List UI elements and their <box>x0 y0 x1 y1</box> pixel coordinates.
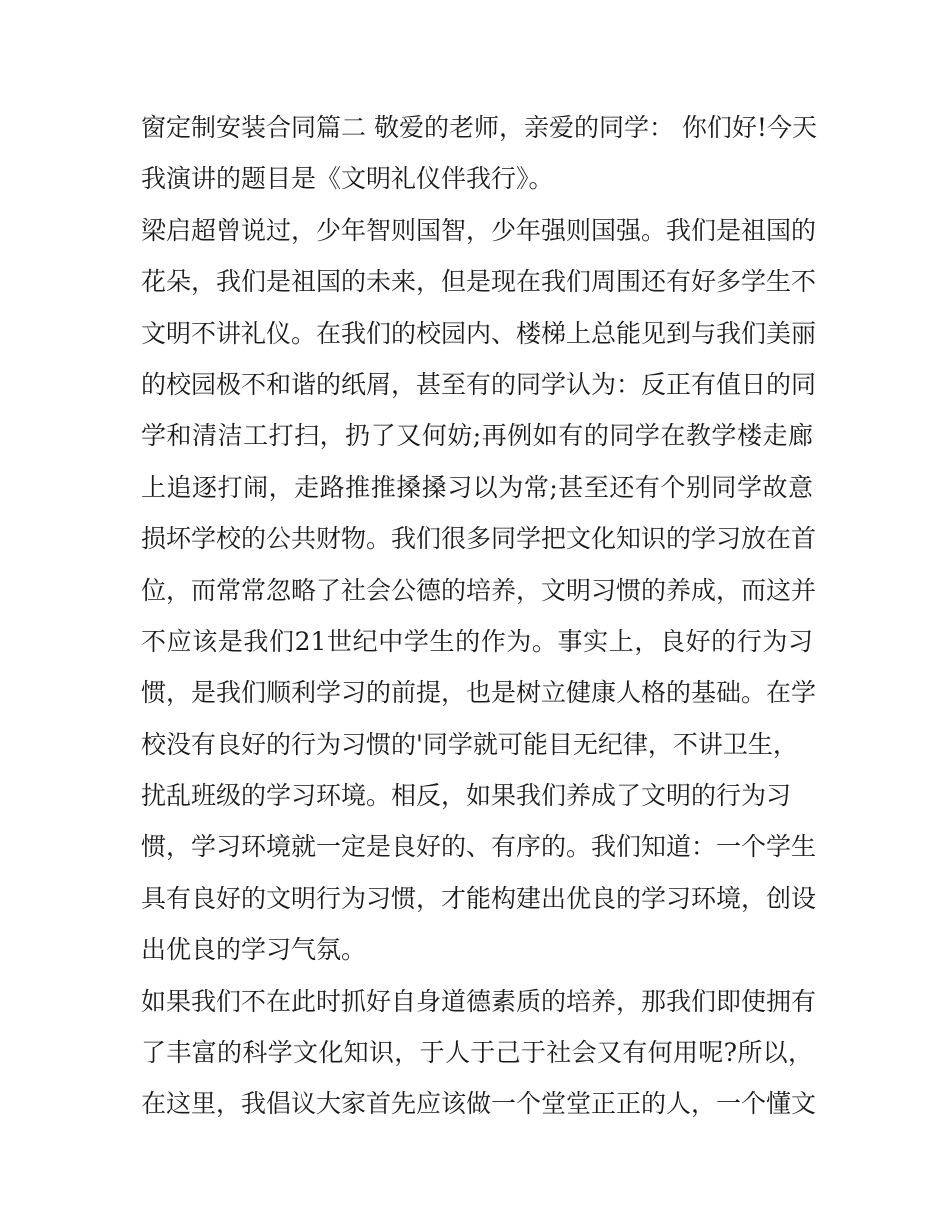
text-line: 惯，学习环境就一定是良好的、有序的。我们知道：一个学生 <box>141 832 817 862</box>
text-line: 学和清洁工打扫，扔了又何妨;再例如有的同学在教学楼走廊 <box>141 421 813 451</box>
text-line: 惯，是我们顺利学习的前提，也是树立健康人格的基础。在学 <box>141 678 817 708</box>
document-body <box>141 102 817 1130</box>
text-line: 具有良好的文明行为习惯，才能构建出优良的学习环境，创设 <box>141 883 817 913</box>
text-line: 梁启超曾说过，少年智则国智，少年强则国强。我们是祖国的 <box>141 215 817 245</box>
text-line: 了丰富的科学文化知识，于人于己于社会又有何用呢?所以， <box>141 1038 813 1068</box>
text-line: 我演讲的题目是《文明礼仪伴我行》。 <box>141 164 554 194</box>
text-line: 如果我们不在此时抓好自身道德素质的培养，那我们即使拥有 <box>141 986 817 1016</box>
text-line: 花朵，我们是祖国的未来，但是现在我们周围还有好多学生不 <box>141 267 817 297</box>
text-line: 在这里，我倡议大家首先应该做一个堂堂正正的人，一个懂文 <box>141 1089 817 1119</box>
text-line: 校没有良好的行为习惯的'同学就可能目无纪律，不讲卫生， <box>141 729 798 759</box>
text-line: 窗定制安装合同篇二 敬爱的老师，亲爱的同学： 你们好!今天 <box>141 113 817 142</box>
text-line: 不应该是我们21世纪中学生的作为。事实上，良好的行为习 <box>141 626 813 656</box>
text-line: 出优良的学习气氛。 <box>141 935 367 965</box>
text-line: 扰乱班级的学习环境。相反，如果我们养成了文明的行为习 <box>141 781 792 811</box>
text-line: 损坏学校的公共财物。我们很多同学把文化知识的学习放在首 <box>141 524 817 554</box>
text-line: 的校园极不和谐的纸屑，甚至有的同学认为：反正有值日的同 <box>141 369 817 399</box>
text-line: 文明不讲礼仪。在我们的校园内、楼梯上总能见到与我们美丽 <box>141 318 817 348</box>
text-line: 位，而常常忽略了社会公德的培养，文明习惯的养成，而这并 <box>141 575 817 605</box>
text-line: 上追逐打闹，走路推推搡搡习以为常;甚至还有个别同学故意 <box>141 472 813 502</box>
